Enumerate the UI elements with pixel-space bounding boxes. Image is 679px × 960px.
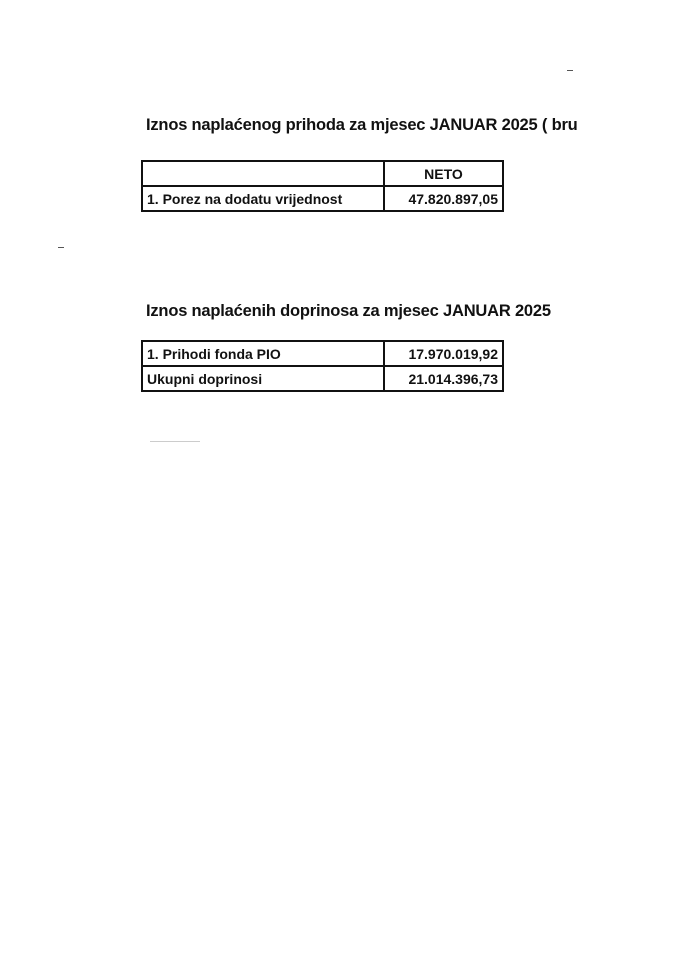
- header-cell-neto: NETO: [384, 161, 503, 186]
- row-value: 47.820.897,05: [384, 186, 503, 211]
- header-cell-empty: [142, 161, 384, 186]
- scan-speck: [567, 70, 573, 71]
- contributions-table: [141, 340, 504, 392]
- scan-speck: [58, 247, 64, 248]
- section2-title: Iznos naplaćenih doprinosa za mjesec JANUAR 2025: [146, 302, 551, 320]
- section1-title: Iznos naplaćenog prihoda za mjesec JANUAR 2025 ( bru: [146, 116, 578, 134]
- row-value: 21.014.396,73: [384, 366, 503, 391]
- row-label: 1. Porez na dodatu vrijednost: [142, 186, 384, 211]
- scan-speck: [150, 441, 200, 442]
- row-label: Ukupni doprinosi: [142, 366, 384, 391]
- table-row: [142, 366, 503, 391]
- table-row: [142, 186, 503, 211]
- row-value: 17.970.019,92: [384, 341, 503, 366]
- table-header-row: [142, 161, 503, 186]
- table-row: [142, 341, 503, 366]
- revenue-table: [141, 160, 504, 212]
- row-label: 1. Prihodi fonda PIO: [142, 341, 384, 366]
